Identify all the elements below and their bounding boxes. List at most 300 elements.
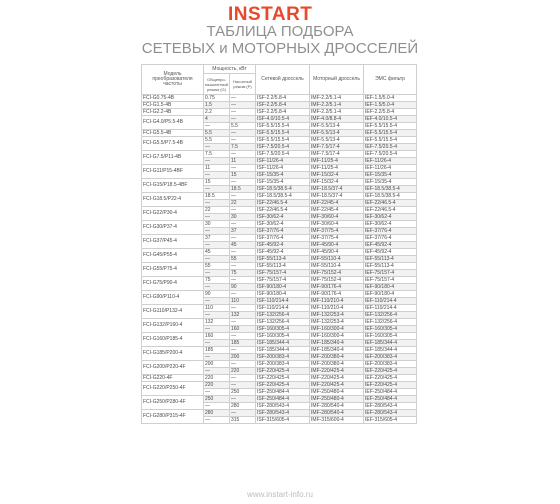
cell-g: — xyxy=(204,144,230,151)
cell-motor: IMF-45/90-4 xyxy=(310,249,364,256)
cell-motor: IMF-2.2/5.1-4 xyxy=(310,109,364,116)
table-row xyxy=(142,137,417,144)
cell-p: 45 xyxy=(230,242,256,249)
cell-net: ISF-37/76-4 xyxy=(256,235,310,242)
table-row xyxy=(142,193,417,200)
cell-net: ISF-75/157-4 xyxy=(256,277,310,284)
cell-g: — xyxy=(204,214,230,221)
cell-p: — xyxy=(230,109,256,116)
cell-net: ISF-5.5/15.5-4 xyxy=(256,137,310,144)
header-motor-choke: Моторный дроссель xyxy=(310,65,364,95)
cell-motor: IMF-5.5/13-4 xyxy=(310,130,364,137)
cell-motor: IMF-5.5/13-4 xyxy=(310,137,364,144)
cell-net: ISF-5.5/15.5-4 xyxy=(256,123,310,130)
table-row xyxy=(142,151,417,158)
cell-g: — xyxy=(204,326,230,333)
cell-motor: IMF-315/600-4 xyxy=(310,417,364,424)
cell-model: FCI-G0.75-4B xyxy=(142,95,204,102)
cell-g: — xyxy=(204,242,230,249)
cell-g: 2.2 xyxy=(204,109,230,116)
cell-model: FCI-G55/P75-4 xyxy=(142,263,204,277)
cell-motor: IMF-37/75-4 xyxy=(310,228,364,235)
cell-net: ISF-75/157-4 xyxy=(256,270,310,277)
cell-net: ISF-55/113-4 xyxy=(256,263,310,270)
cell-net: ISF-220/425-4 xyxy=(256,375,310,382)
cell-model: FCI-G280/P315-4F xyxy=(142,410,204,424)
cell-model: FCI-G110/P132-4 xyxy=(142,305,204,319)
table-row xyxy=(142,249,417,256)
cell-emc: IEF-200/383-4 xyxy=(364,361,417,368)
cell-net: ISF-200/383-4 xyxy=(256,361,310,368)
cell-emc: IEF-11/26-4 xyxy=(364,165,417,172)
cell-p: — xyxy=(230,375,256,382)
cell-model: FCI-G250/P280-4F xyxy=(142,396,204,410)
cell-g: 200 xyxy=(204,361,230,368)
cell-p: 5.5 xyxy=(230,123,256,130)
cell-emc: IEF-220/425-4 xyxy=(364,382,417,389)
table-row xyxy=(142,102,417,109)
cell-p: 132 xyxy=(230,312,256,319)
cell-g: 55 xyxy=(204,263,230,270)
cell-p: 15 xyxy=(230,172,256,179)
cell-p: — xyxy=(230,151,256,158)
cell-g: — xyxy=(204,123,230,130)
table-row xyxy=(142,382,417,389)
cell-g: 75 xyxy=(204,277,230,284)
cell-emc: IEF-250/484-4 xyxy=(364,396,417,403)
cell-g: — xyxy=(204,186,230,193)
cell-net: ISF-90/180-4 xyxy=(256,284,310,291)
cell-motor: IMF-90/176-4 xyxy=(310,291,364,298)
cell-g: 7.5 xyxy=(204,151,230,158)
cell-p: 22 xyxy=(230,200,256,207)
cell-emc: IEF-30/62-4 xyxy=(364,221,417,228)
cell-emc: IEF-185/344-4 xyxy=(364,340,417,347)
brand-logo: INSTART xyxy=(228,4,313,25)
cell-emc: IEF-18.5/38.5-4 xyxy=(364,186,417,193)
cell-motor: IMF-200/380-4 xyxy=(310,361,364,368)
table-row xyxy=(142,375,417,382)
cell-motor: IMF-220/425-4 xyxy=(310,382,364,389)
cell-p: — xyxy=(230,305,256,312)
cell-net: ISF-2.2/5.8-4 xyxy=(256,95,310,102)
cell-model: FCI-G5.5/P7.5-4B xyxy=(142,137,204,151)
cell-g: — xyxy=(204,172,230,179)
cell-g: — xyxy=(204,312,230,319)
cell-emc: IEF-4.0/10.5-4 xyxy=(364,116,417,123)
cell-p: — xyxy=(230,382,256,389)
cell-emc: IEF-160/305-4 xyxy=(364,326,417,333)
cell-model: FCI-G220/P250-4F xyxy=(142,382,204,396)
cell-motor: IMF-18.5/37-4 xyxy=(310,193,364,200)
cell-p: — xyxy=(230,361,256,368)
cell-emc: IEF-45/92-4 xyxy=(364,249,417,256)
cell-net: ISF-30/62-4 xyxy=(256,214,310,221)
cell-net: ISF-4.0/10.5-4 xyxy=(256,116,310,123)
cell-net: ISF-280/543-4 xyxy=(256,410,310,417)
cell-motor: IMF-22/45-4 xyxy=(310,207,364,214)
cell-g: 185 xyxy=(204,347,230,354)
page-title-line1: ТАБЛИЦА ПОДБОРА xyxy=(206,23,354,40)
cell-p: 200 xyxy=(230,354,256,361)
cell-g: 5.5 xyxy=(204,137,230,144)
cell-net: ISF-280/543-4 xyxy=(256,403,310,410)
cell-p: 30 xyxy=(230,214,256,221)
cell-motor: IMF-55/110-4 xyxy=(310,256,364,263)
cell-p: — xyxy=(230,263,256,270)
cell-motor: IMF-45/90-4 xyxy=(310,242,364,249)
cell-motor: IMF-75/152-4 xyxy=(310,270,364,277)
cell-net: ISF-110/214-4 xyxy=(256,298,310,305)
cell-emc: IEF-30/62-4 xyxy=(364,214,417,221)
cell-motor: IMF-30/60-4 xyxy=(310,221,364,228)
cell-model: FCI-G5.5-4B xyxy=(142,130,204,137)
cell-p: 220 xyxy=(230,368,256,375)
table-body xyxy=(142,95,417,424)
cell-emc: IEF-280/543-4 xyxy=(364,403,417,410)
cell-net: ISF-2.2/5.8-4 xyxy=(256,109,310,116)
cell-g: 37 xyxy=(204,235,230,242)
cell-emc: IEF-185/344-4 xyxy=(364,347,417,354)
cell-emc: IEF-45/92-4 xyxy=(364,242,417,249)
cell-p: 185 xyxy=(230,340,256,347)
selection-table xyxy=(141,64,417,424)
table-row xyxy=(142,333,417,340)
cell-net: ISF-45/92-4 xyxy=(256,242,310,249)
cell-p: 280 xyxy=(230,403,256,410)
cell-p: 18.5 xyxy=(230,186,256,193)
cell-motor: IMF-132/253-4 xyxy=(310,312,364,319)
cell-p: 110 xyxy=(230,298,256,305)
cell-g: 5.5 xyxy=(204,130,230,137)
table-row xyxy=(142,95,417,102)
header-power: Мощность, кВт xyxy=(204,65,256,74)
cell-net: ISF-15/35-4 xyxy=(256,172,310,179)
cell-model: FCI-G220-4F xyxy=(142,375,204,382)
cell-net: ISF-315/605-4 xyxy=(256,417,310,424)
cell-emc: IEF-315/605-4 xyxy=(364,417,417,424)
cell-emc: IEF-7.5/20.5-4 xyxy=(364,144,417,151)
cell-p: 90 xyxy=(230,284,256,291)
footer-url: www.instart-info.ru xyxy=(247,490,313,499)
cell-p: — xyxy=(230,410,256,417)
cell-p: 11 xyxy=(230,158,256,165)
cell-motor: IMF-160/300-4 xyxy=(310,333,364,340)
cell-emc: IEF-250/484-4 xyxy=(364,389,417,396)
cell-net: ISF-18.5/38.5-4 xyxy=(256,186,310,193)
cell-motor: IMF-22/45-4 xyxy=(310,200,364,207)
cell-model: FCI-G22/P30-4 xyxy=(142,207,204,221)
cell-g: 0.75 xyxy=(204,95,230,102)
header-emc-filter: ЭМС фильтр xyxy=(364,65,417,95)
cell-g: — xyxy=(204,158,230,165)
table-row xyxy=(142,347,417,354)
cell-emc: IEF-90/180-4 xyxy=(364,284,417,291)
cell-net: ISF-132/256-4 xyxy=(256,312,310,319)
cell-g: — xyxy=(204,354,230,361)
cell-g: 15 xyxy=(204,179,230,186)
cell-p: — xyxy=(230,333,256,340)
table-row xyxy=(142,130,417,137)
cell-p: 37 xyxy=(230,228,256,235)
cell-g: — xyxy=(204,284,230,291)
cell-g: 160 xyxy=(204,333,230,340)
cell-model: FCI-G15/P18.5-4BF xyxy=(142,179,204,193)
cell-g: — xyxy=(204,403,230,410)
table-row xyxy=(142,221,417,228)
table-row xyxy=(142,165,417,172)
cell-net: ISF-250/484-4 xyxy=(256,389,310,396)
cell-p: 250 xyxy=(230,389,256,396)
table-row xyxy=(142,235,417,242)
cell-p: — xyxy=(230,277,256,284)
cell-motor: IMF-18.5/37-4 xyxy=(310,186,364,193)
cell-model: FCI-G90/P110-4 xyxy=(142,291,204,305)
cell-model: FCI-G185/P200-4 xyxy=(142,347,204,361)
cell-g: 18.5 xyxy=(204,193,230,200)
cell-model: FCI-G45/P55-4 xyxy=(142,249,204,263)
cell-g: 250 xyxy=(204,396,230,403)
cell-g: — xyxy=(204,200,230,207)
cell-motor: IMF-7.5/17-4 xyxy=(310,144,364,151)
cell-net: ISF-11/26-4 xyxy=(256,165,310,172)
cell-motor: IMF-280/540-4 xyxy=(310,403,364,410)
cell-net: ISF-220/425-4 xyxy=(256,382,310,389)
cell-motor: IMF-200/380-4 xyxy=(310,354,364,361)
cell-p: 315 xyxy=(230,417,256,424)
cell-g: 1.5 xyxy=(204,102,230,109)
cell-emc: IEF-11/26-4 xyxy=(364,158,417,165)
cell-model: FCI-G160/P185-4 xyxy=(142,333,204,347)
table-row xyxy=(142,207,417,214)
cell-p: — xyxy=(230,179,256,186)
cell-g: — xyxy=(204,417,230,424)
cell-emc: IEF-110/214-4 xyxy=(364,305,417,312)
cell-emc: IEF-7.5/20.5-4 xyxy=(364,151,417,158)
cell-motor: IMF-250/480-4 xyxy=(310,389,364,396)
cell-p: 160 xyxy=(230,326,256,333)
table-row xyxy=(142,277,417,284)
cell-motor: IMF-250/480-4 xyxy=(310,396,364,403)
page-title-line2: СЕТЕВЫХ и МОТОРНЫХ ДРОССЕЛЕЙ xyxy=(141,40,419,57)
cell-model: FCI-G132/P160-4 xyxy=(142,319,204,333)
cell-p: — xyxy=(230,102,256,109)
cell-motor: IMF-185/340-4 xyxy=(310,347,364,354)
cell-model: FCI-G75/P90-4 xyxy=(142,277,204,291)
cell-g: — xyxy=(204,270,230,277)
cell-motor: IMF-11/25-4 xyxy=(310,158,364,165)
cell-motor: IMF-11/25-4 xyxy=(310,165,364,172)
cell-motor: IMF-7.5/17-4 xyxy=(310,151,364,158)
cell-emc: IEF-132/256-4 xyxy=(364,312,417,319)
cell-g: 90 xyxy=(204,291,230,298)
cell-model: FCI-G1.5-4B xyxy=(142,102,204,109)
cell-emc: IEF-1.5/5.0-4 xyxy=(364,102,417,109)
cell-net: ISF-5.5/15.5-4 xyxy=(256,130,310,137)
cell-emc: IEF-37/76-4 xyxy=(364,228,417,235)
cell-model: FCI-G37/P45-4 xyxy=(142,235,204,249)
table-row xyxy=(142,361,417,368)
cell-net: ISF-18.5/38.5-4 xyxy=(256,193,310,200)
cell-motor: IMF-2.2/5.1-4 xyxy=(310,95,364,102)
table-row xyxy=(142,396,417,403)
cell-net: ISF-22/46.5-4 xyxy=(256,207,310,214)
cell-g: — xyxy=(204,389,230,396)
table-row xyxy=(142,109,417,116)
cell-net: ISF-7.5/20.5-4 xyxy=(256,144,310,151)
cell-g: 280 xyxy=(204,410,230,417)
cell-motor: IMF-90/176-4 xyxy=(310,284,364,291)
cell-p: 55 xyxy=(230,256,256,263)
cell-model: FCI-G4.0/P5.5-4B xyxy=(142,116,204,130)
cell-emc: IEF-90/180-4 xyxy=(364,291,417,298)
cell-emc: IEF-75/157-4 xyxy=(364,270,417,277)
cell-g: — xyxy=(204,256,230,263)
cell-emc: IEF-5.5/15.5-4 xyxy=(364,123,417,130)
cell-p: — xyxy=(230,193,256,200)
cell-net: ISF-185/344-4 xyxy=(256,340,310,347)
cell-motor: IMF-110/210-4 xyxy=(310,298,364,305)
cell-net: ISF-110/214-4 xyxy=(256,305,310,312)
cell-emc: IEF-22/46.5-4 xyxy=(364,207,417,214)
cell-motor: IMF-220/425-4 xyxy=(310,375,364,382)
cell-net: ISF-55/113-4 xyxy=(256,256,310,263)
cell-net: ISF-160/305-4 xyxy=(256,326,310,333)
cell-net: ISF-37/76-4 xyxy=(256,228,310,235)
cell-motor: IMF-2.2/5.1-4 xyxy=(310,102,364,109)
cell-motor: IMF-110/210-4 xyxy=(310,305,364,312)
cell-motor: IMF-30/60-4 xyxy=(310,214,364,221)
cell-g: 30 xyxy=(204,221,230,228)
cell-net: ISF-185/344-4 xyxy=(256,347,310,354)
cell-p: 7.5 xyxy=(230,144,256,151)
cell-net: ISF-160/305-4 xyxy=(256,333,310,340)
cell-emc: IEF-75/157-4 xyxy=(364,277,417,284)
cell-emc: IEF-110/214-4 xyxy=(364,298,417,305)
cell-motor: IMF-185/340-4 xyxy=(310,340,364,347)
cell-emc: IEF-37/76-4 xyxy=(364,235,417,242)
cell-emc: IEF-2.2/5.8-4 xyxy=(364,109,417,116)
cell-p: — xyxy=(230,137,256,144)
cell-motor: IMF-75/152-4 xyxy=(310,277,364,284)
cell-model: FCI-G2.2-4B xyxy=(142,109,204,116)
cell-motor: IMF-5.5/13-4 xyxy=(310,123,364,130)
cell-motor: IMF-55/110-4 xyxy=(310,263,364,270)
cell-motor: IMF-160/300-4 xyxy=(310,326,364,333)
cell-net: ISF-132/256-4 xyxy=(256,319,310,326)
cell-model: FCI-G18.5/P22-4 xyxy=(142,193,204,207)
cell-model: FCI-G200/P220-4F xyxy=(142,361,204,375)
cell-g: 22 xyxy=(204,207,230,214)
cell-g: 220 xyxy=(204,375,230,382)
cell-net: ISF-11/26-4 xyxy=(256,158,310,165)
cell-net: ISF-15/35-4 xyxy=(256,179,310,186)
cell-emc: IEF-200/383-4 xyxy=(364,354,417,361)
cell-net: ISF-220/425-4 xyxy=(256,368,310,375)
cell-emc: IEF-15/35-4 xyxy=(364,179,417,186)
cell-emc: IEF-5.5/15.5-4 xyxy=(364,130,417,137)
cell-net: ISF-200/383-4 xyxy=(256,354,310,361)
cell-g: 220 xyxy=(204,382,230,389)
cell-g: — xyxy=(204,340,230,347)
cell-p: — xyxy=(230,207,256,214)
cell-motor: IMF-37/75-4 xyxy=(310,235,364,242)
cell-net: ISF-2.2/5.8-4 xyxy=(256,102,310,109)
cell-p: — xyxy=(230,249,256,256)
cell-emc: IEF-1.5/5.0-4 xyxy=(364,95,417,102)
table-row xyxy=(142,116,417,123)
header-net-choke: Сетевой дроссель xyxy=(256,65,310,95)
cell-p: — xyxy=(230,221,256,228)
cell-model: FCI-G11/P15-4BF xyxy=(142,165,204,179)
table-row xyxy=(142,291,417,298)
header-power-pump: Насосный режим (P) xyxy=(230,74,256,95)
cell-net: ISF-22/46.5-4 xyxy=(256,200,310,207)
cell-net: ISF-7.5/20.5-4 xyxy=(256,151,310,158)
cell-p: — xyxy=(230,396,256,403)
cell-p: — xyxy=(230,291,256,298)
cell-motor: IMF-280/540-4 xyxy=(310,410,364,417)
cell-motor: IMF-220/425-4 xyxy=(310,368,364,375)
table-row xyxy=(142,319,417,326)
table-row xyxy=(142,179,417,186)
table-row xyxy=(142,263,417,270)
cell-g: 45 xyxy=(204,249,230,256)
cell-net: ISF-250/484-4 xyxy=(256,396,310,403)
cell-g: 132 xyxy=(204,319,230,326)
cell-motor: IMF-4.0/8.8-4 xyxy=(310,116,364,123)
cell-emc: IEF-18.5/38.5-4 xyxy=(364,193,417,200)
cell-net: ISF-90/180-4 xyxy=(256,291,310,298)
cell-p: — xyxy=(230,235,256,242)
cell-g: 110 xyxy=(204,305,230,312)
cell-emc: IEF-220/425-4 xyxy=(364,375,417,382)
cell-g: — xyxy=(204,368,230,375)
cell-p: — xyxy=(230,165,256,172)
cell-p: — xyxy=(230,319,256,326)
cell-g: — xyxy=(204,228,230,235)
cell-emc: IEF-55/113-4 xyxy=(364,256,417,263)
cell-net: ISF-45/92-4 xyxy=(256,249,310,256)
cell-net: ISF-30/62-4 xyxy=(256,221,310,228)
cell-p: — xyxy=(230,116,256,123)
table-row xyxy=(142,410,417,417)
cell-emc: IEF-220/425-4 xyxy=(364,368,417,375)
table-row xyxy=(142,305,417,312)
cell-p: — xyxy=(230,95,256,102)
header-model: Модель преобразователя частоты xyxy=(142,65,204,95)
cell-motor: IMF-15/32-4 xyxy=(310,179,364,186)
cell-model: FCI-G7.5/P11-4B xyxy=(142,151,204,165)
cell-emc: IEF-160/305-4 xyxy=(364,333,417,340)
cell-g: 11 xyxy=(204,165,230,172)
cell-emc: IEF-22/46.5-4 xyxy=(364,200,417,207)
cell-emc: IEF-15/35-4 xyxy=(364,172,417,179)
cell-emc: IEF-55/113-4 xyxy=(364,263,417,270)
cell-p: — xyxy=(230,130,256,137)
cell-g: — xyxy=(204,298,230,305)
cell-emc: IEF-132/256-4 xyxy=(364,319,417,326)
header-power-normal: Общепро-мышленный режим (G) xyxy=(204,74,230,95)
cell-emc: IEF-280/543-4 xyxy=(364,410,417,417)
cell-emc: IEF-5.5/15.5-4 xyxy=(364,137,417,144)
cell-motor: IMF-15/32-4 xyxy=(310,172,364,179)
cell-g: 4 xyxy=(204,116,230,123)
cell-p: — xyxy=(230,347,256,354)
cell-motor: IMF-132/253-4 xyxy=(310,319,364,326)
cell-model: FCI-G30/P37-4 xyxy=(142,221,204,235)
cell-p: 75 xyxy=(230,270,256,277)
